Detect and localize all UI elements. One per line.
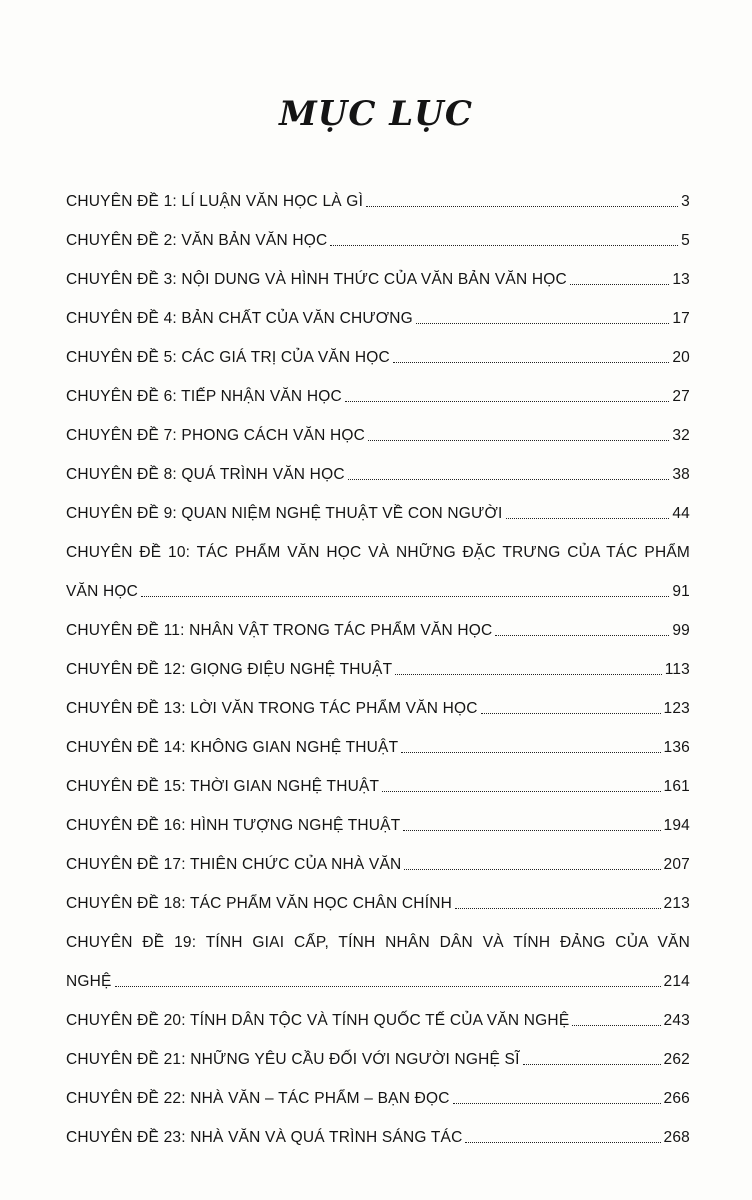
dot-leader <box>481 713 661 714</box>
toc-entry[interactable] <box>66 1116 690 1155</box>
dot-leader <box>495 635 669 636</box>
toc-entry[interactable] <box>66 687 690 726</box>
toc-page-number: 136 <box>663 739 690 756</box>
toc-entry-label: CHUYÊN ĐỀ 21: NHỮNG YÊU CẦU ĐỐI VỚI NGƯỜI NGHỆ SĨ <box>66 1051 520 1068</box>
dot-leader <box>570 284 669 285</box>
dot-leader <box>403 830 660 831</box>
toc-entry[interactable] <box>66 453 690 492</box>
toc-entry-label: CHUYÊN ĐỀ 9: QUAN NIỆM NGHỆ THUẬT VỀ CON NGƯỜI <box>66 505 503 522</box>
toc-entry-label: CHUYÊN ĐỀ 3: NỘI DUNG VÀ HÌNH THỨC CỦA VĂN BẢN VĂN HỌC <box>66 271 567 288</box>
toc-page-number: 38 <box>672 466 690 483</box>
toc-entry-label: CHUYÊN ĐỀ 19: TÍNH GIAI CẤP, TÍNH NHÂN DÂN VÀ TÍNH ĐẢNG CỦA VĂN <box>66 934 690 951</box>
toc-entry[interactable] <box>66 882 690 921</box>
toc-page-number: 27 <box>672 388 690 405</box>
toc-entry[interactable] <box>66 843 690 882</box>
dot-leader <box>366 206 678 207</box>
toc-entry-label: CHUYÊN ĐỀ 1: LÍ LUẬN VĂN HỌC LÀ GÌ <box>66 193 364 210</box>
toc-entry[interactable] <box>66 999 690 1038</box>
dot-leader <box>115 986 661 987</box>
toc-page-number: 44 <box>672 505 690 522</box>
toc-page-number: 113 <box>664 661 690 678</box>
dot-leader <box>465 1142 660 1143</box>
dot-leader <box>401 752 660 753</box>
dot-leader <box>455 908 661 909</box>
toc-entry-label: CHUYÊN ĐỀ 12: GIỌNG ĐIỆU NGHỆ THUẬT <box>66 661 393 678</box>
toc-entry-label: CHUYÊN ĐỀ 15: THỜI GIAN NGHỆ THUẬT <box>66 778 380 795</box>
toc-entry[interactable] <box>66 531 690 609</box>
dot-leader <box>382 791 660 792</box>
toc-page-number: 17 <box>672 310 690 327</box>
toc-page-number: 262 <box>663 1051 690 1068</box>
toc-entry[interactable] <box>66 375 690 414</box>
toc-entry-label-continuation: VĂN HỌC <box>66 583 139 600</box>
toc-page-number: 123 <box>663 700 690 717</box>
toc-entry-label-continuation: NGHỆ <box>66 973 112 990</box>
dot-leader <box>395 674 661 675</box>
toc-entry[interactable] <box>66 258 690 297</box>
toc-entry[interactable] <box>66 726 690 765</box>
toc-entry[interactable] <box>66 921 690 999</box>
toc-page-number: 207 <box>663 856 690 873</box>
toc-page-number: 20 <box>672 349 690 366</box>
toc-entry[interactable] <box>66 180 690 219</box>
toc-page-number: 3 <box>681 193 690 210</box>
toc-page-number: 194 <box>663 817 690 834</box>
table-of-contents <box>66 180 690 1155</box>
dot-leader <box>572 1025 660 1026</box>
dot-leader <box>404 869 660 870</box>
toc-page-number: 13 <box>672 271 690 288</box>
dot-leader <box>416 323 669 324</box>
toc-page-number: 91 <box>672 583 690 600</box>
toc-entry-label: CHUYÊN ĐỀ 13: LỜI VĂN TRONG TÁC PHẨM VĂN HỌC <box>66 700 478 717</box>
dot-leader <box>330 245 678 246</box>
dot-leader <box>523 1064 661 1065</box>
toc-page-number: 266 <box>663 1090 690 1107</box>
toc-entry-label: CHUYÊN ĐỀ 4: BẢN CHẤT CỦA VĂN CHƯƠNG <box>66 310 413 327</box>
dot-leader <box>141 596 669 597</box>
toc-entry[interactable] <box>66 804 690 843</box>
toc-entry-label: CHUYÊN ĐỀ 22: NHÀ VĂN – TÁC PHẨM – BẠN ĐỌC <box>66 1090 450 1107</box>
toc-page-number: 268 <box>663 1129 690 1146</box>
dot-leader <box>368 440 669 441</box>
toc-entry-label: CHUYÊN ĐỀ 6: TIẾP NHẬN VĂN HỌC <box>66 388 342 405</box>
toc-entry-label: CHUYÊN ĐỀ 7: PHONG CÁCH VĂN HỌC <box>66 427 366 444</box>
toc-entry-label: CHUYÊN ĐỀ 20: TÍNH DÂN TỘC VÀ TÍNH QUỐC TẾ CỦA VĂN NGHỆ <box>66 1012 570 1029</box>
dot-leader <box>453 1103 661 1104</box>
toc-entry[interactable] <box>66 219 690 258</box>
toc-entry-label: CHUYÊN ĐỀ 5: CÁC GIÁ TRỊ CỦA VĂN HỌC <box>66 349 390 366</box>
toc-entry[interactable] <box>66 765 690 804</box>
toc-entry[interactable] <box>66 297 690 336</box>
toc-entry[interactable] <box>66 609 690 648</box>
toc-page-number: 5 <box>681 232 690 249</box>
toc-entry-label: CHUYÊN ĐỀ 23: NHÀ VĂN VÀ QUÁ TRÌNH SÁNG TÁC <box>66 1129 463 1146</box>
toc-entry[interactable] <box>66 1038 690 1077</box>
toc-entry-label: CHUYÊN ĐỀ 14: KHÔNG GIAN NGHỆ THUẬT <box>66 739 399 756</box>
dot-leader <box>393 362 669 363</box>
toc-page-number: 99 <box>672 622 690 639</box>
toc-page-number: 32 <box>672 427 690 444</box>
toc-entry-label: CHUYÊN ĐỀ 11: NHÂN VẬT TRONG TÁC PHẨM VĂN HỌC <box>66 622 493 639</box>
toc-page-number: 214 <box>663 973 690 990</box>
toc-entry[interactable] <box>66 414 690 453</box>
page-title: MỤC LỤC <box>279 94 473 134</box>
toc-entry-label: CHUYÊN ĐỀ 10: TÁC PHẨM VĂN HỌC VÀ NHỮNG ĐẶC TRƯNG CỦA TÁC PHẨM <box>66 544 690 561</box>
toc-page-number: 161 <box>663 778 690 795</box>
toc-entry[interactable] <box>66 336 690 375</box>
toc-entry-label: CHUYÊN ĐỀ 18: TÁC PHẨM VĂN HỌC CHÂN CHÍNH <box>66 895 452 912</box>
dot-leader <box>348 479 670 480</box>
toc-page-number: 213 <box>663 895 690 912</box>
dot-leader <box>506 518 670 519</box>
toc-entry-label: CHUYÊN ĐỀ 17: THIÊN CHỨC CỦA NHÀ VĂN <box>66 856 402 873</box>
toc-page-number: 243 <box>663 1012 690 1029</box>
toc-entry-label: CHUYÊN ĐỀ 8: QUÁ TRÌNH VĂN HỌC <box>66 466 345 483</box>
toc-entry-label: CHUYÊN ĐỀ 2: VĂN BẢN VĂN HỌC <box>66 232 328 249</box>
toc-entry[interactable] <box>66 648 690 687</box>
toc-entry[interactable] <box>66 1077 690 1116</box>
toc-entry[interactable] <box>66 492 690 531</box>
toc-entry-label: CHUYÊN ĐỀ 16: HÌNH TƯỢNG NGHỆ THUẬT <box>66 817 401 834</box>
dot-leader <box>345 401 669 402</box>
